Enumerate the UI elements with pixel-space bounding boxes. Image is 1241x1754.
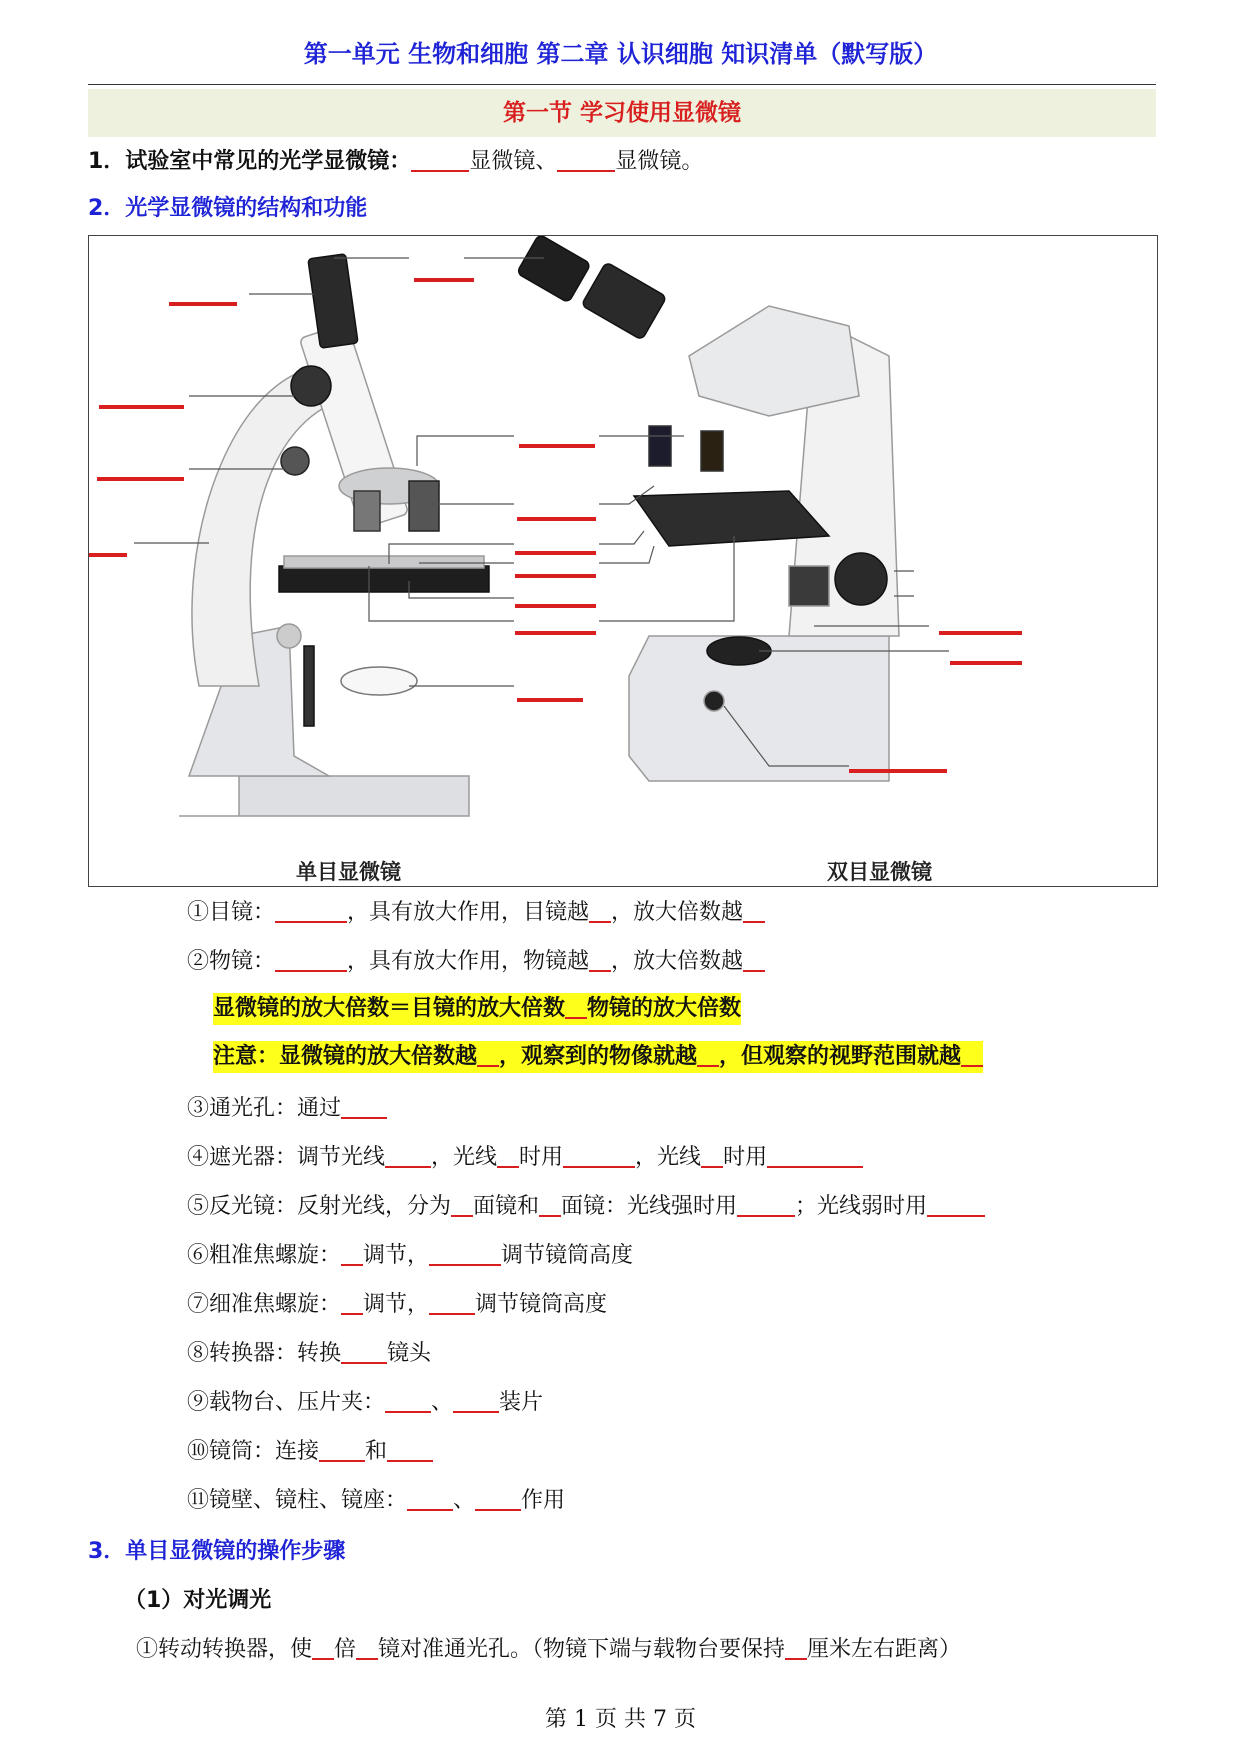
answer-blank[interactable]: [341, 1340, 387, 1364]
header-rule: [88, 84, 1156, 85]
question-1: [88, 146, 703, 178]
microscope-illustration: [89, 236, 1157, 886]
item-coarse-focus: ⑥粗准焦螺旋： 调节， 调节镜筒高度: [187, 1243, 634, 1268]
item-diaphragm: ④遮光器：调节光线 ，光线 时用 ，光线 时用: [187, 1142, 863, 1174]
answer-blank[interactable]: [356, 1636, 378, 1660]
microscope-figure: [88, 235, 1158, 887]
answer-blank[interactable]: [475, 1487, 521, 1511]
answer-blank[interactable]: [312, 1636, 334, 1660]
step-heading: （1）对光调光: [124, 1588, 272, 1613]
magnification-formula: 显微镜的放大倍数＝目镜的放大倍数 物镜的放大倍数: [213, 993, 741, 1025]
question-3-title: 3．单目显微镜的操作步骤: [88, 1539, 346, 1564]
answer-blank[interactable]: [589, 899, 611, 923]
answer-blank[interactable]: [275, 948, 347, 972]
answer-blank[interactable]: [497, 1144, 519, 1168]
answer-blank[interactable]: [429, 1242, 501, 1266]
answer-blank[interactable]: [565, 995, 587, 1019]
answer-blank[interactable]: [737, 1193, 795, 1217]
magnification-note: 注意：显微镜的放大倍数越 ，观察到的物像就越 ，但观察的视野范围就越: [213, 1041, 983, 1073]
answer-blank[interactable]: [767, 1144, 863, 1168]
item-nosepiece: ⑧转换器：转换 镜头: [187, 1341, 432, 1366]
item-fine-focus: ⑦细准焦螺旋： 调节， 调节镜筒高度: [187, 1292, 608, 1317]
answer-blank[interactable]: [341, 1291, 363, 1315]
answer-blank[interactable]: [697, 1043, 719, 1067]
answer-blank[interactable]: [453, 1389, 499, 1413]
answer-blank[interactable]: [407, 1487, 453, 1511]
answer-blank[interactable]: [477, 1043, 499, 1067]
item-aperture: ③通光孔：通过: [187, 1093, 387, 1125]
document-header: 第一单元 生物和细胞 第二章 认识细胞 知识清单（默写版）: [303, 40, 938, 68]
caption-binocular: 双目显微镜: [827, 860, 932, 884]
item-mirror: ⑤反光镜：反射光线，分为 面镜和 面镜：光线强时用 ；光线弱时用: [187, 1191, 985, 1223]
answer-blank[interactable]: [275, 899, 347, 923]
answer-blank[interactable]: [319, 1438, 365, 1462]
page-footer: 第 1 页 共 7 页: [545, 1707, 696, 1732]
item-tube: ⑩镜筒：连接 和: [187, 1436, 433, 1468]
section-title: 第一节 学习使用显微镜: [88, 89, 1156, 137]
q1-text: 1．试验室中常见的光学显微镜：: [88, 149, 412, 174]
answer-blank[interactable]: [743, 899, 765, 923]
item-stage: ⑨载物台、压片夹： 、 装片: [187, 1390, 544, 1415]
q1-mid: 显微镜、: [469, 149, 558, 174]
answer-blank[interactable]: [539, 1193, 561, 1217]
step-1: ①转动转换器，使 倍 镜对准通光孔。（物镜下端与载物台要保持 厘米左右距离）: [136, 1637, 962, 1662]
monocular-microscope: [179, 254, 489, 816]
answer-blank[interactable]: [387, 1438, 433, 1462]
answer-blank[interactable]: [961, 1043, 983, 1067]
answer-blank[interactable]: [563, 1144, 635, 1168]
answer-blank[interactable]: [429, 1291, 475, 1315]
answer-blank[interactable]: [785, 1636, 807, 1660]
answer-blank[interactable]: [451, 1193, 473, 1217]
item-arm: ⑪镜壁、镜柱、镜座： 、 作用: [187, 1488, 566, 1513]
answer-blank[interactable]: [411, 148, 469, 172]
answer-blank[interactable]: [701, 1144, 723, 1168]
answer-blank[interactable]: [557, 148, 615, 172]
question-2-title: 2．光学显微镜的结构和功能: [88, 196, 368, 221]
answer-blank[interactable]: [385, 1389, 431, 1413]
item-objective: ②物镜： ，具有放大作用，物镜越 ，放大倍数越: [187, 946, 765, 978]
answer-blank[interactable]: [341, 1095, 387, 1119]
answer-blank[interactable]: [341, 1242, 363, 1266]
q1-end: 显微镜。: [615, 149, 704, 174]
answer-blank[interactable]: [385, 1144, 431, 1168]
answer-blank[interactable]: [927, 1193, 985, 1217]
answer-blank[interactable]: [743, 948, 765, 972]
item-eyepiece: ①目镜： ，具有放大作用，目镜越 ，放大倍数越: [187, 897, 765, 929]
caption-monocular: 单目显微镜: [296, 860, 401, 884]
answer-blank[interactable]: [589, 948, 611, 972]
